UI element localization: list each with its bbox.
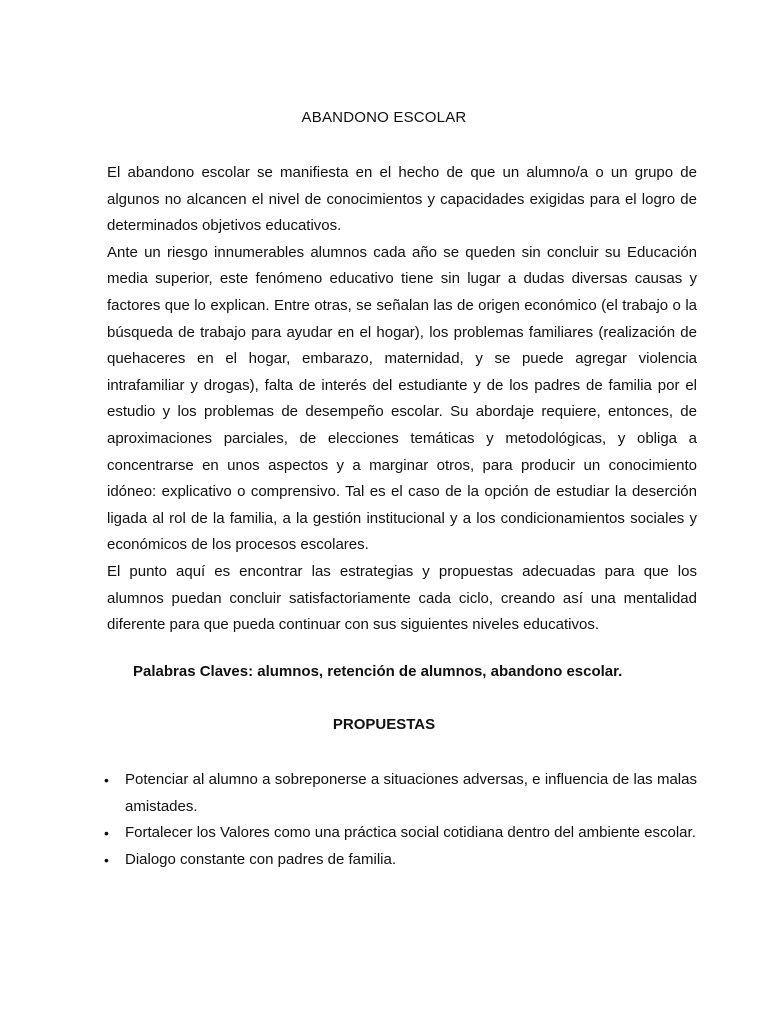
proposal-text: Potenciar al alumno a sobreponerse a situaciones adversas, e influencia de las malas amistades.: [125, 771, 697, 815]
keywords-line: Palabras Claves: alumnos, retención de alumnos, abandono escolar.: [133, 663, 623, 680]
paragraph-definition: El abandono escolar se manifiesta en el hecho de que un alumno/a o un grupo de algunos no alcancen el nivel de conocimientos y capacidades exigidas para el logro de determinados objetivos educativos.: [107, 164, 697, 235]
paragraph-purpose: El punto aquí es encontrar las estrategias y propuestas adecuadas para que los alumnos puedan concluir satisfactoriamente cada ciclo, creando así una mentalidad diferente para que pueda continuar con sus siguientes niveles educativos.: [107, 562, 697, 634]
list-item: [104, 847, 697, 874]
bullet-icon: •: [104, 825, 109, 842]
bullet-icon: •: [104, 851, 109, 868]
proposals-heading: PROPUESTAS: [332, 716, 436, 733]
list-item: [104, 767, 697, 820]
paragraph-causes: Ante un riesgo innumerables alumnos cada año se queden sin concluir su Educación media superior, este fenómeno educativo tiene sin lugar a dudas diversas causas y factores que lo explican. Entre otras, se señalan las de origen económico (el trabajo o la búsqueda de trabajo para ayudar en el hogar), los problemas familiares (realización de quehaceres en el hogar, embarazo, maternidad, y se puede agregar violencia intrafamiliar y drogas), falta de interés del estudiante y de los padres de familia por el estudio y los problemas de desempeño escolar. Su abordaje requiere, entonces, de aproximaciones parciales, de elecciones temáticas y metodológicas, y obliga a concentrarse en unos aspectos y a marginar otros, para producir un conocimiento idóneo: explicativo o comprensivo. Tal es el caso de la opción de estudiar la deserción ligada al rol de la familia, a la gestión institucional y a los condicionamientos sociales y económicos de los procesos escolares.: [107, 243, 697, 554]
proposals-list: [104, 767, 697, 873]
proposal-text: Dialogo constante con padres de familia.: [125, 850, 396, 868]
document-title: ABANDONO ESCOLAR: [301, 109, 467, 126]
proposal-text: Fortalecer los Valores como una práctica social cotidiana dentro del ambiente escolar.: [125, 824, 696, 842]
bullet-icon: •: [104, 772, 109, 788]
document-body: [107, 160, 697, 639]
list-item: [104, 820, 697, 847]
